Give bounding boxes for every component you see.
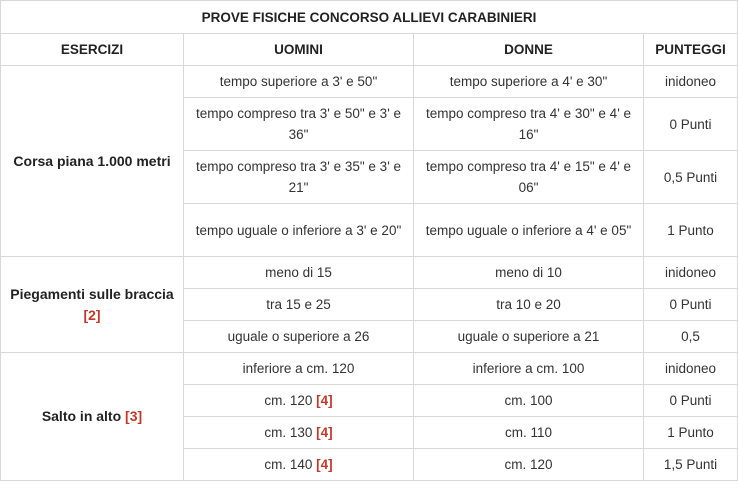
exercise-cell-high-jump xyxy=(1,353,184,481)
women-cell: cm. 100 xyxy=(414,385,644,417)
points-cell: inidoneo xyxy=(644,353,738,385)
women-cell: tempo uguale o inferiore a 4' e 05" xyxy=(414,204,644,257)
men-value: cm. 120 xyxy=(264,393,313,408)
footnote-link[interactable]: [4] xyxy=(316,457,333,472)
women-cell: cm. 120 xyxy=(414,449,644,481)
men-cell: tra 15 e 25 xyxy=(184,289,414,321)
exercise-cell-running xyxy=(1,66,184,257)
footnote-link[interactable]: [3] xyxy=(125,408,143,424)
footnote-link[interactable]: [4] xyxy=(316,425,333,440)
points-cell: 1 Punto xyxy=(644,204,738,257)
table-row xyxy=(1,353,738,385)
footnote-link[interactable]: [2] xyxy=(83,306,101,323)
footnote-link[interactable]: [4] xyxy=(316,393,333,408)
men-cell: tempo compreso tra 3' e 35" e 3' e 21" xyxy=(184,151,414,204)
men-cell: tempo uguale o inferiore a 3' e 20" xyxy=(184,204,414,257)
men-cell xyxy=(184,417,414,449)
women-cell: cm. 110 xyxy=(414,417,644,449)
points-cell: inidoneo xyxy=(644,66,738,98)
exercise-name: Corsa piana 1.000 metri xyxy=(13,152,171,169)
points-cell: 1 Punto xyxy=(644,417,738,449)
women-cell: inferiore a cm. 100 xyxy=(414,353,644,385)
points-cell: 0 Punti xyxy=(644,289,738,321)
men-value: cm. 140 xyxy=(264,457,313,472)
men-value: cm. 130 xyxy=(264,425,313,440)
women-cell: uguale o superiore a 21 xyxy=(414,321,644,353)
points-cell: 0,5 xyxy=(644,321,738,353)
men-cell: tempo superiore a 3' e 50" xyxy=(184,66,414,98)
women-cell: tempo compreso tra 4' e 15" e 4' e 06" xyxy=(414,151,644,204)
header-women: DONNE xyxy=(414,34,644,66)
table-row xyxy=(1,257,738,289)
men-cell xyxy=(184,385,414,417)
women-cell: tempo superiore a 4' e 30" xyxy=(414,66,644,98)
header-exercise: ESERCIZI xyxy=(1,34,184,66)
table-row xyxy=(1,66,738,98)
header-points: PUNTEGGI xyxy=(644,34,738,66)
men-cell: meno di 15 xyxy=(184,257,414,289)
points-cell: inidoneo xyxy=(644,257,738,289)
points-cell: 0 Punti xyxy=(644,98,738,151)
points-cell: 0 Punti xyxy=(644,385,738,417)
exercise-name: Piegamenti sulle braccia xyxy=(10,285,174,302)
men-cell xyxy=(184,449,414,481)
exercise-cell-pushups xyxy=(1,257,184,353)
men-cell: uguale o superiore a 26 xyxy=(184,321,414,353)
men-cell: inferiore a cm. 120 xyxy=(184,353,414,385)
women-cell: tempo compreso tra 4' e 30" e 4' e 16" xyxy=(414,98,644,151)
women-cell: tra 10 e 20 xyxy=(414,289,644,321)
men-cell: tempo compreso tra 3' e 50" e 3' e 36" xyxy=(184,98,414,151)
exercise-name: Salto in alto xyxy=(41,408,122,424)
table-title: PROVE FISICHE CONCORSO ALLIEVI CARABINIERI xyxy=(1,1,738,34)
header-men: UOMINI xyxy=(184,34,414,66)
points-cell: 1,5 Punti xyxy=(644,449,738,481)
women-cell: meno di 10 xyxy=(414,257,644,289)
points-cell: 0,5 Punti xyxy=(644,151,738,204)
